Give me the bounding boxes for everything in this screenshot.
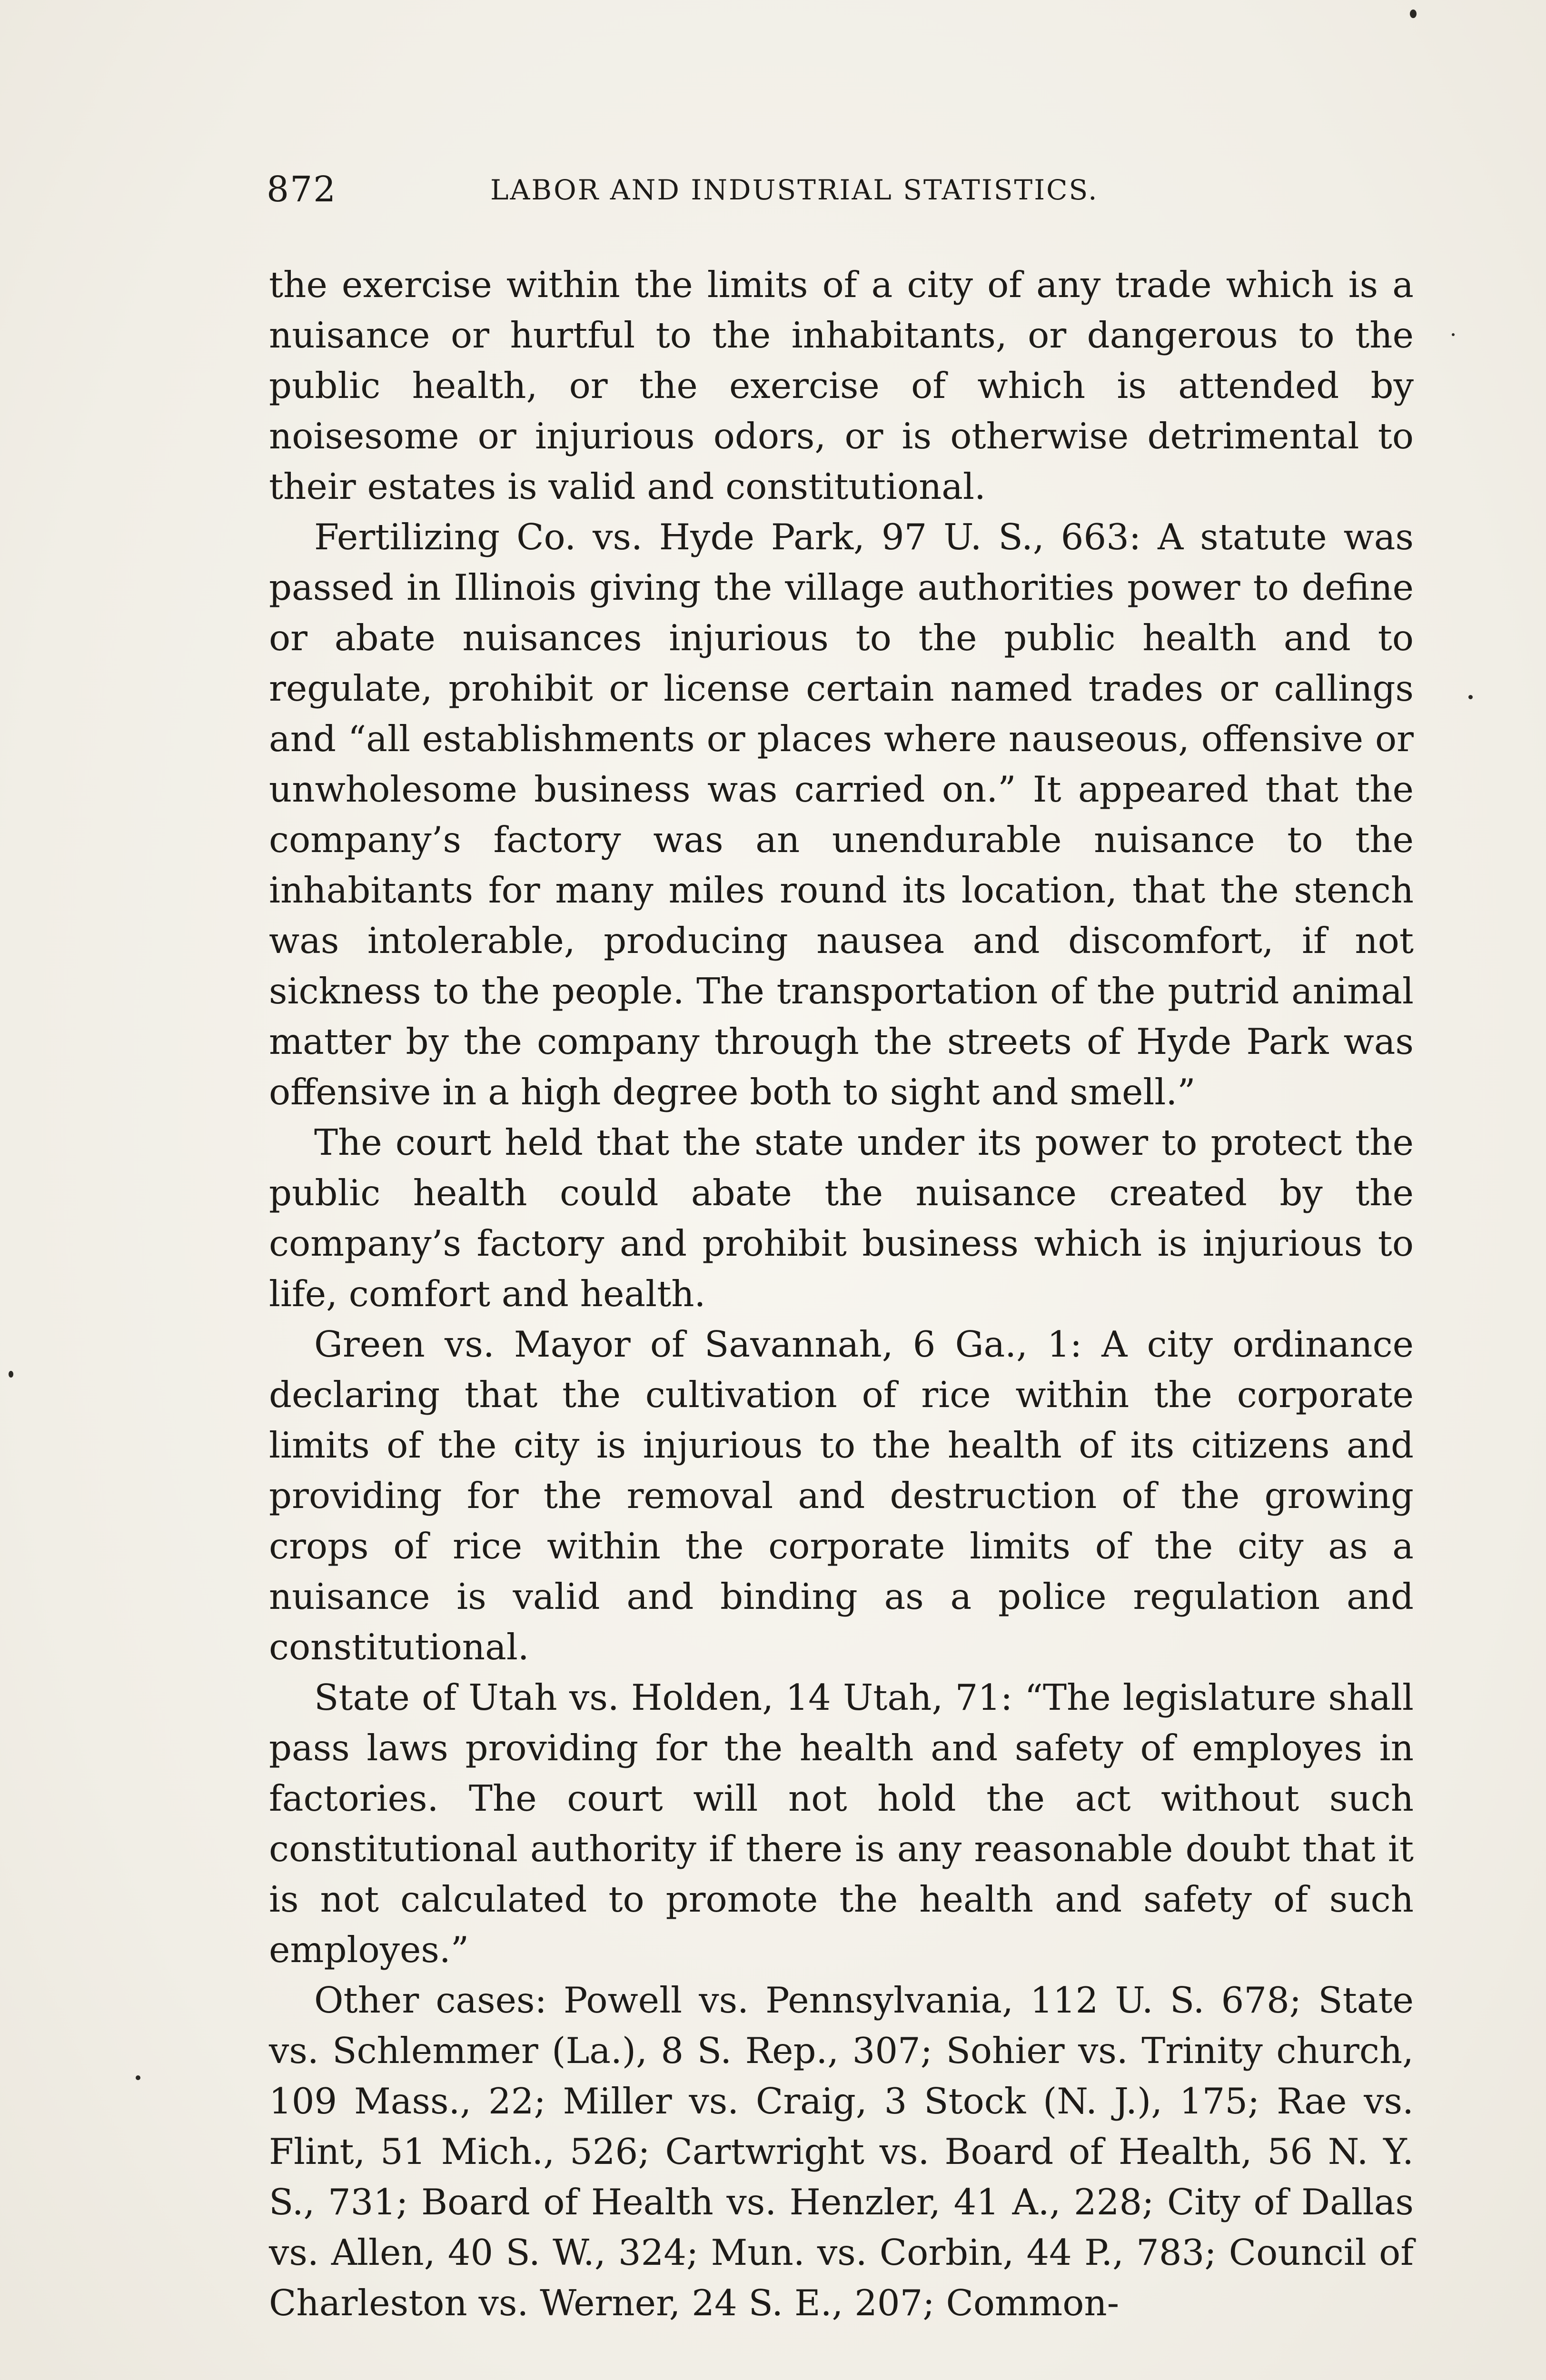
paragraph-court-held: The court held that the state under its power to protect the public health could abate the nuisance created by the company’s factory and prohibit business which is injurious to life, comfort and health. bbox=[269, 1121, 1414, 1315]
scan-speck bbox=[1468, 695, 1473, 699]
scan-speck bbox=[136, 2075, 140, 2080]
scan-speck bbox=[1452, 333, 1455, 336]
paragraph-other-cases: Other cases: Powell vs. Pennsylvania, 112 U. S. 678; State vs. Schlemmer (La.), 8 S. Rep., 307; Sohier vs. Trinity church, 109 Mass., 22; Miller vs. Craig, 3 Stock (N. J.), 175; Rae vs. Flint, 51 Mich., 526; Cartwright vs. Board of Health, 56 N. Y. S., 731; Board of Health vs. Henzler, 41 A., 228; City of Dallas vs. Allen, 40 S. W., 324; Mun. vs. Corbin, 44 P., 783; Council of Charleston vs. Werner, 24 S. E., 207; Common- bbox=[269, 1979, 1414, 2324]
paragraph-state-utah: State of Utah vs. Holden, 14 Utah, 71: “The legislature shall pass laws providing for the health and safety of employes in factories. The court will not hold the act without such constitutional authority if there is any reasonable doubt that it is not calculated to promote the health and safety of such employes.” bbox=[269, 1676, 1414, 1971]
running-title: LABOR AND INDUSTRIAL STATISTICS. bbox=[490, 174, 1099, 206]
paragraph-fertilizing-co: Fertilizing Co. vs. Hyde Park, 97 U. S., 663: A statute was passed in Illinois giving the village authorities power to define or abate nuisances injurious to the public health and to regulate, prohibit or license certain named trades or callings and “all establishments or places where nauseous, offensive or unwholesome business was carried on.” It appeared that the company’s factory was an unendurable nuisance to the inhabitants for many miles round its location, that the stench was intolerable, producing nausea and discomfort, if not sickness to the people. The transportation of the putrid animal matter by the company through the streets of Hyde Park was offensive in a high degree both to sight and smell.” bbox=[269, 516, 1414, 1113]
paragraph-continuation: the exercise within the limits of a city of any trade which is a nuisance or hurtful to the inhabitants, or dangerous to the public health, or the exercise of which is attended by noisesome or injurious odors, or is otherwise detrimental to their estates is valid and constitutional. bbox=[269, 264, 1414, 507]
scan-speck bbox=[1410, 10, 1417, 18]
paragraph-green-savannah: Green vs. Mayor of Savannah, 6 Ga., 1: A city ordinance declaring that the cultivation of rice within the corporate limits of the city is injurious to the health of its citizens and providing for the removal and destruction of the growing crops of rice within the corporate limits of the city as a nuisance is valid and binding as a police regulation and constitutional. bbox=[269, 1323, 1414, 1668]
page-header bbox=[267, 169, 1228, 217]
scan-speck bbox=[9, 1371, 13, 1378]
body-text bbox=[269, 259, 1414, 2328]
page-number: 872 bbox=[267, 169, 337, 210]
